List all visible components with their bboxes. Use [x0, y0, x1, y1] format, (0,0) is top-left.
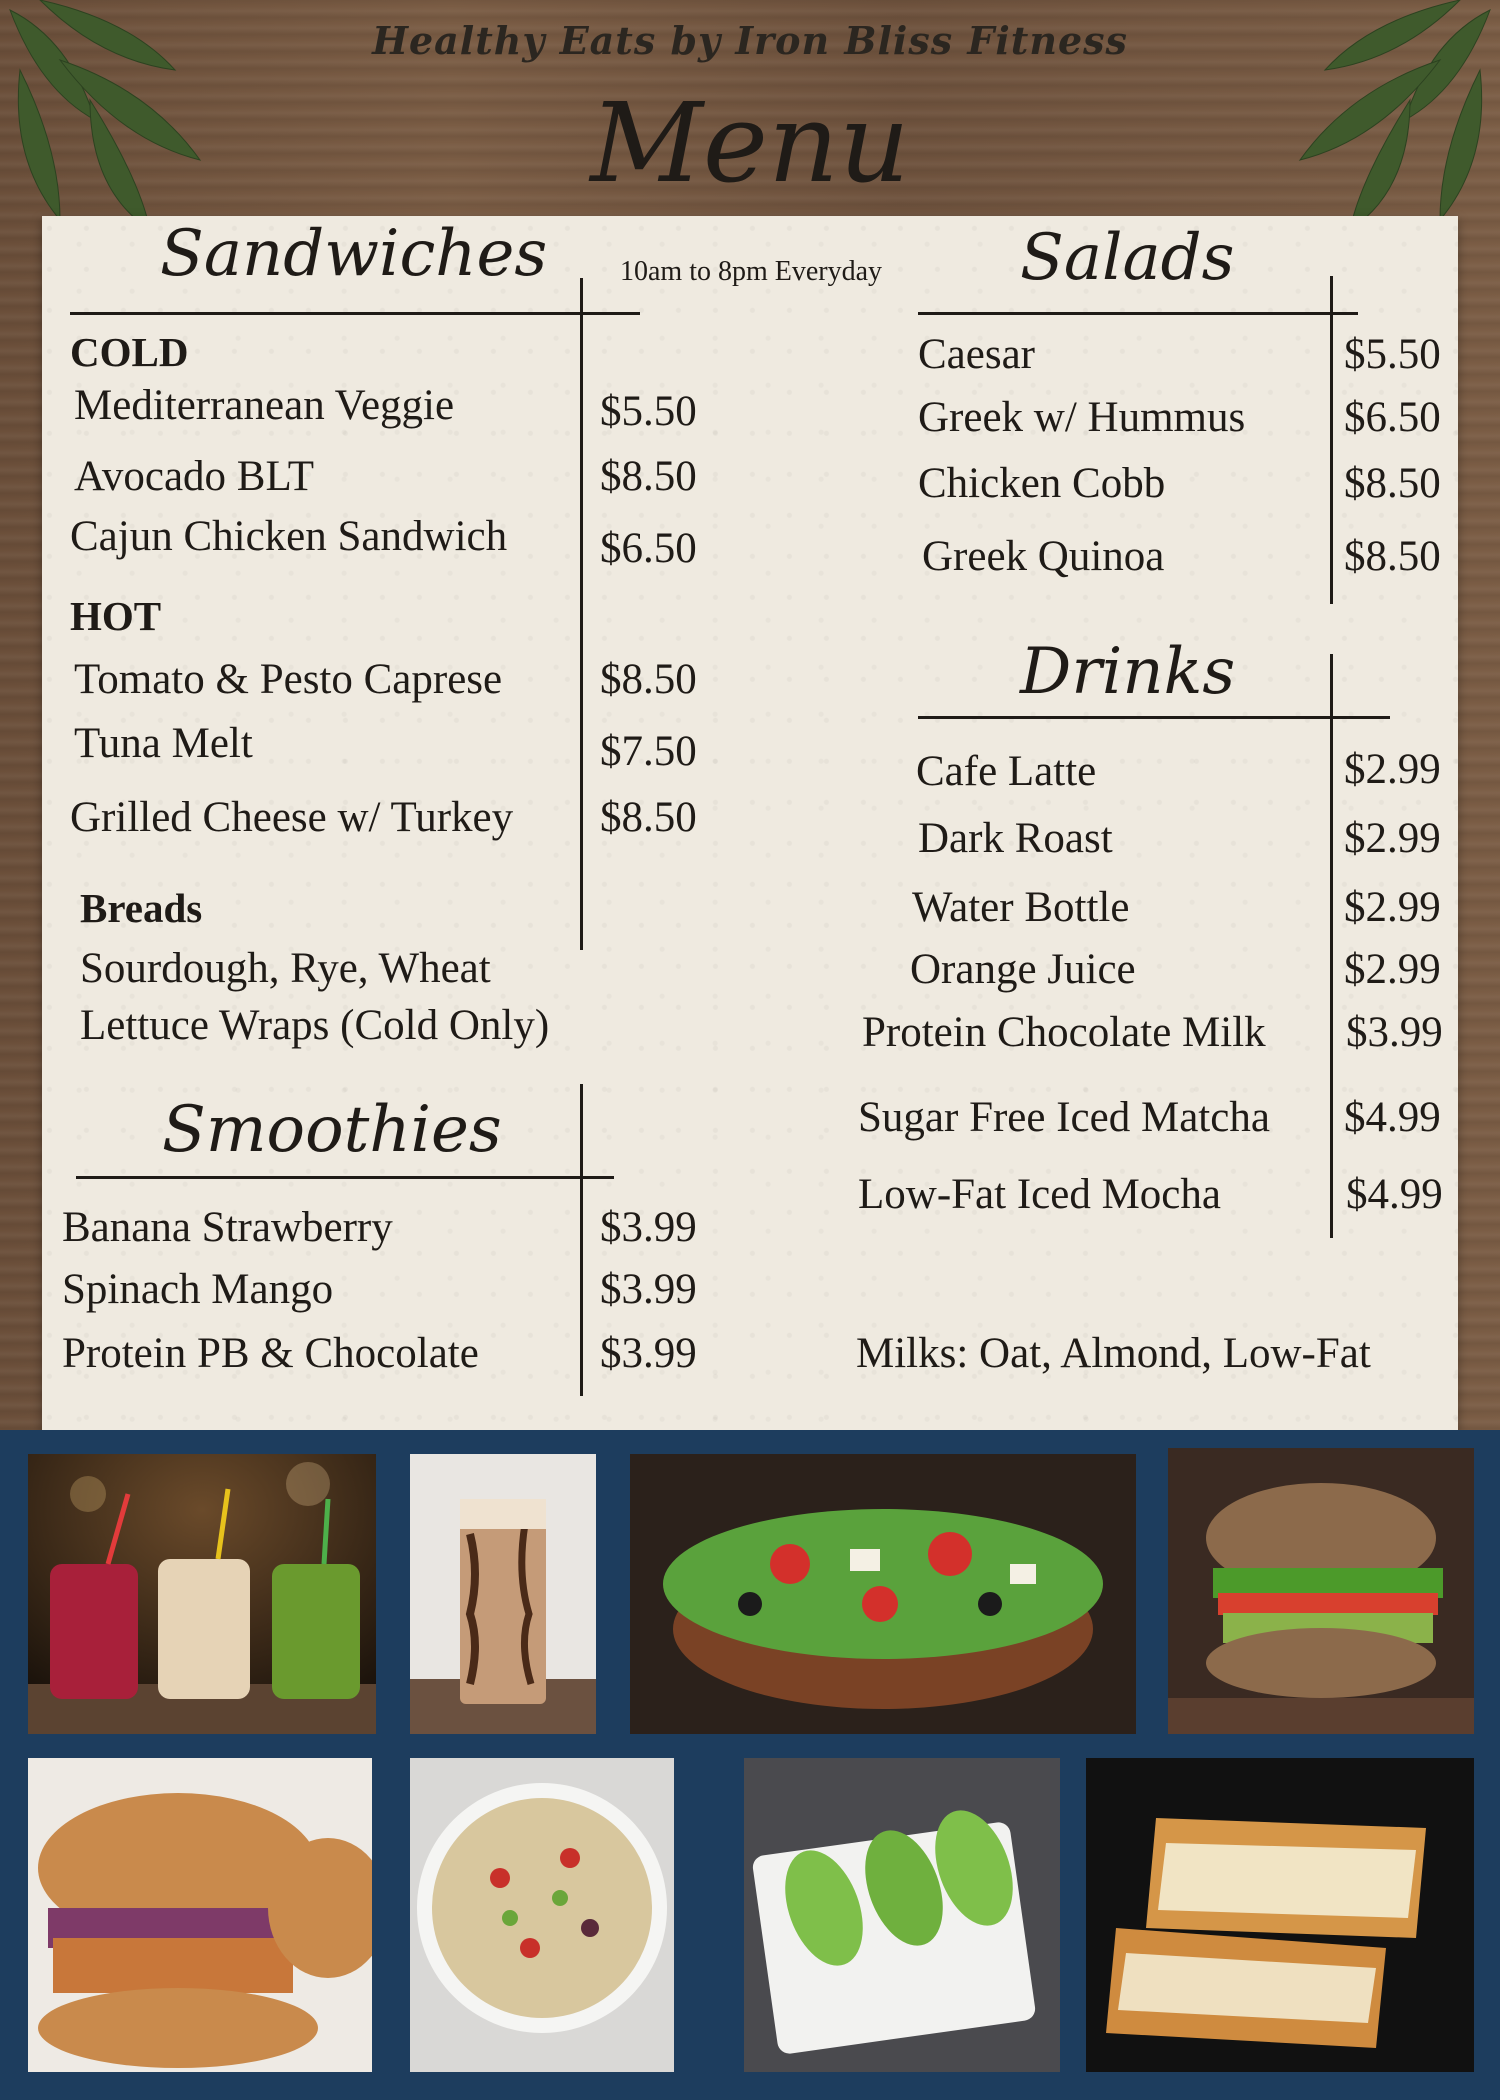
- hot-label: HOT: [70, 593, 162, 639]
- brand-name: Healthy Eats by Iron Bliss Fitness: [372, 18, 1128, 63]
- menu-item-price: $5.50: [1344, 331, 1441, 378]
- menu-item-price: $6.50: [600, 525, 697, 572]
- menu-item-price: $3.99: [1346, 1009, 1443, 1056]
- cold-label: COLD: [70, 329, 189, 375]
- menu-item-price: $3.99: [600, 1204, 697, 1251]
- menu-item-price: $5.50: [600, 388, 697, 435]
- menu-item-price: $8.50: [600, 656, 697, 703]
- menu-item-name: Protein PB & Chocolate: [62, 1330, 479, 1377]
- breads-label: Breads: [80, 885, 203, 931]
- menu-item-price: $2.99: [1344, 815, 1441, 862]
- menu-item-name: Cajun Chicken Sandwich: [70, 513, 508, 560]
- smoothies-rule: [76, 1176, 614, 1179]
- menu-item-price: $2.99: [1344, 884, 1441, 931]
- menu-item-name: Grilled Cheese w/ Turkey: [70, 794, 514, 841]
- tuna-melt-photo: [1086, 1758, 1474, 2072]
- menu-item-name: Caesar: [918, 331, 1035, 378]
- smoothies-photo: [28, 1454, 376, 1734]
- menu-item-price: $4.99: [1346, 1171, 1443, 1218]
- menu-item-name: Low-Fat Iced Mocha: [858, 1171, 1221, 1218]
- menu-item-price: $3.99: [600, 1266, 697, 1313]
- menu-item-name: Mediterranean Veggie: [74, 382, 455, 429]
- iced-mocha-photo: [410, 1454, 596, 1734]
- menu-item-name: Avocado BLT: [74, 453, 315, 500]
- sandwiches-divider: [580, 278, 583, 950]
- milks-options: Milks: Oat, Almond, Low-Fat: [856, 1330, 1371, 1377]
- menu-item-name: Dark Roast: [918, 815, 1113, 862]
- salads-heading: Salads: [1020, 221, 1235, 295]
- lettuce-wraps-photo: [744, 1758, 1060, 2072]
- menu-item-name: Greek Quinoa: [922, 533, 1165, 580]
- menu-item-name: Chicken Cobb: [918, 460, 1166, 507]
- menu-item-name: Greek w/ Hummus: [918, 394, 1246, 441]
- drinks-heading: Drinks: [1020, 635, 1236, 709]
- drinks-rule: [918, 716, 1390, 719]
- hours-text: 10am to 8pm Everyday: [620, 256, 883, 287]
- menu-item-name: Protein Chocolate Milk: [862, 1009, 1266, 1056]
- veggie-sandwich-photo: [1168, 1448, 1474, 1734]
- menu-item-price: $7.50: [600, 728, 697, 775]
- menu-item-name: Spinach Mango: [62, 1266, 334, 1313]
- menu-item-name: Banana Strawberry: [62, 1204, 393, 1251]
- menu-item-price: $2.99: [1344, 946, 1441, 993]
- menu-item-name: Cafe Latte: [916, 748, 1097, 795]
- bread-option: Lettuce Wraps (Cold Only): [80, 1002, 550, 1049]
- sandwiches-heading: Sandwiches: [160, 217, 548, 291]
- menu-item-price: $8.50: [1344, 533, 1441, 580]
- menu-item-name: Water Bottle: [912, 884, 1130, 931]
- smoothies-heading: Smoothies: [162, 1093, 502, 1167]
- salads-rule: [918, 312, 1358, 315]
- leaf-decoration-right-icon: [1250, 0, 1500, 230]
- menu-item-price: $2.99: [1344, 746, 1441, 793]
- salads-divider: [1330, 276, 1333, 604]
- smoothies-divider: [580, 1084, 583, 1396]
- salad-bowl-photo: [630, 1454, 1136, 1734]
- leaf-decoration-left-icon: [0, 0, 250, 230]
- drinks-divider: [1330, 654, 1333, 1238]
- menu-item-name: Tomato & Pesto Caprese: [74, 656, 503, 703]
- menu-item-price: $8.50: [600, 453, 697, 500]
- menu-item-price: $8.50: [600, 794, 697, 841]
- menu-item-name: Tuna Melt: [74, 720, 253, 767]
- menu-item-price: $3.99: [600, 1330, 697, 1377]
- menu-title: Menu: [590, 79, 910, 207]
- bread-option: Sourdough, Rye, Wheat: [80, 945, 491, 992]
- menu-item-name: Sugar Free Iced Matcha: [858, 1094, 1270, 1141]
- chicken-sandwich-photo: [28, 1758, 372, 2072]
- menu-item-name: Orange Juice: [910, 946, 1136, 993]
- menu-item-price: $6.50: [1344, 394, 1441, 441]
- sandwiches-rule: [70, 312, 640, 315]
- menu-item-price: $8.50: [1344, 460, 1441, 507]
- quinoa-salad-photo: [410, 1758, 674, 2072]
- menu-item-price: $4.99: [1344, 1094, 1441, 1141]
